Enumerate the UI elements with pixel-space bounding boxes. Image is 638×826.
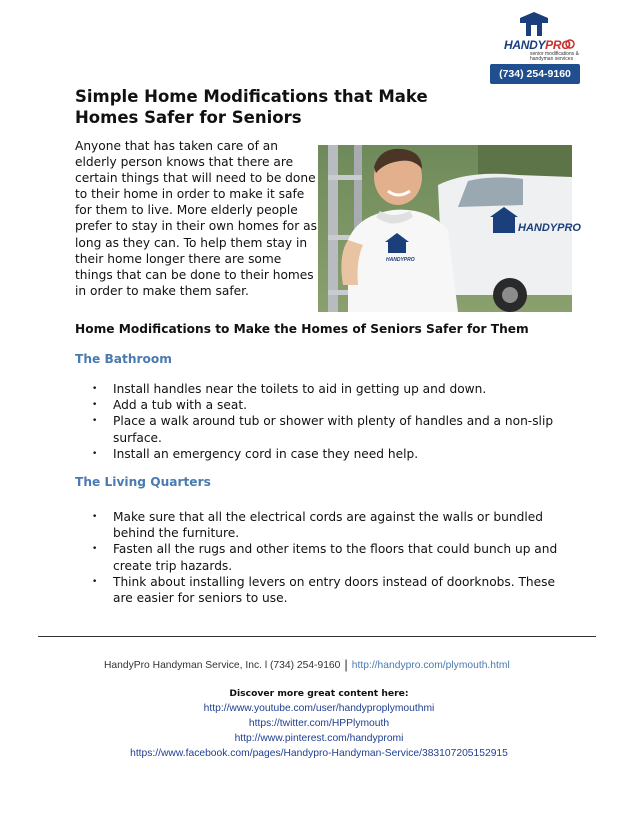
pinterest-link[interactable]: http://www.pinterest.com/handypromi [234,733,404,744]
shirt-logo-text: HANDYPRO [386,257,415,263]
list-item [92,397,562,413]
main-heading: Home Modifications to Make the Homes of Seniors Safer for Them [75,322,529,336]
list-item [92,413,562,445]
bullet-icon: • [92,448,98,459]
intro-paragraph: Anyone that has taken care of an elderly person knows that there are certain things that will need to be done to their home in order to make it safe for them to live. More elderly people prefer to stay in their own homes for as long as they can. To help them stay in their home longer there are some things that can be done to their homes in order to make them safer. [75,139,317,298]
facebook-link[interactable]: https://www.facebook.com/pages/Handypro-Handyman-Service/383107205152915 [130,748,508,759]
discover-heading: Discover more great content here: [229,688,409,699]
bullet-icon: • [92,416,98,427]
list-item-text: Install handles near the toilets to aid in getting up and down. [113,382,487,396]
bathroom-heading: The Bathroom [75,352,172,366]
handyman-photo [318,145,581,312]
footer-separator: | [344,657,348,672]
list-item [92,541,562,573]
list-item [92,446,562,462]
living-quarters-heading: The Living Quarters [75,475,211,489]
footer-company-line [104,657,510,672]
list-item-text: Fasten all the rugs and other items to the floors that could bunch up and create trip hazards. [113,542,558,573]
bullet-icon: • [92,384,98,394]
bullet-icon: • [92,512,98,522]
footer-website-link[interactable]: http://handypro.com/plymouth.html [351,660,510,671]
living-quarters-list [92,509,562,606]
logo-brand-text: HANDYPRO [504,38,571,52]
bullet-icon: • [92,576,98,587]
list-item-text: Think about installing levers on entry doors instead of doorknobs. These are easier for seniors to use. [113,574,555,606]
phone-badge: (734) 254-9160 [490,64,580,84]
footer-company: HandyPro Handyman Service, Inc. l (734) 254-9160 [104,660,341,671]
bullet-icon: • [92,544,98,555]
logo-tagline: senior modifications & handyman services [530,51,579,62]
list-item-text: Place a walk around tub or shower with plenty of handles and a non-slip surface. [113,414,554,445]
list-item-text: Install an emergency cord in case they need help. [113,446,419,461]
twitter-link[interactable]: https://twitter.com/HPPlymouth [248,718,390,729]
list-item [92,574,562,606]
youtube-link[interactable]: http://www.youtube.com/user/handyproplymouthmi [203,703,435,714]
page-title: Simple Home Modifications that Make Homes Safer for Seniors [75,87,428,127]
bullet-icon: • [92,400,98,411]
list-item-text: Make sure that all the electrical cords are against the walls or bundled behind the furniture. [113,510,543,541]
list-item [92,509,562,541]
bathroom-list [92,381,562,462]
list-item [92,381,562,397]
list-item-text: Add a tub with a seat. [113,398,247,413]
van-logo-text: HANDYPRO [518,222,581,234]
footer-divider [38,636,596,637]
